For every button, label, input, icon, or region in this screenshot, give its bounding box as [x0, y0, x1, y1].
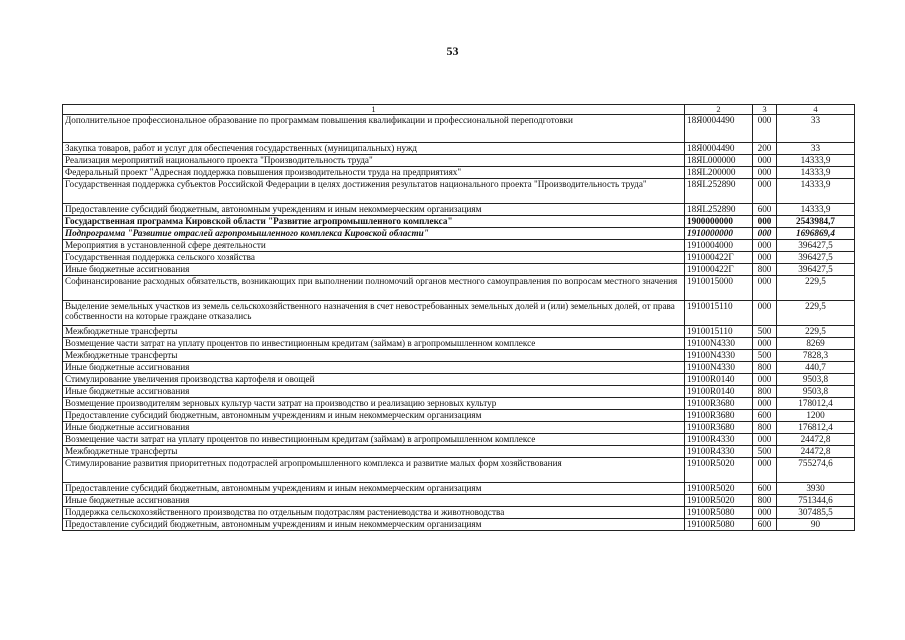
row-amount: 33 [777, 115, 855, 143]
row-code: 18ЯL200000 [685, 167, 753, 179]
row-code: 19100R3680 [685, 398, 753, 410]
row-expense-type: 500 [753, 326, 777, 338]
row-name: Мероприятия в установленной сфере деятельности [63, 240, 685, 252]
table-row [63, 362, 855, 374]
row-amount: 24472,8 [777, 434, 855, 446]
row-name: Межбюджетные трансферты [63, 326, 685, 338]
row-code: 19100R5080 [685, 519, 753, 531]
table-row [63, 519, 855, 531]
row-name: Подпрограмма "Развитие отраслей агропромышленного комплекса Кировской области" [63, 228, 685, 240]
table-row [63, 155, 855, 167]
row-code: 1900000000 [685, 216, 753, 228]
row-code: 19100R4330 [685, 446, 753, 458]
row-amount: 178012,4 [777, 398, 855, 410]
table-row [63, 143, 855, 155]
row-name: Предоставление субсидий бюджетным, автономным учреждениям и иным некоммерческим организациям [63, 483, 685, 495]
table-row [63, 434, 855, 446]
row-amount: 9503,8 [777, 374, 855, 386]
row-name: Иные бюджетные ассигнования [63, 422, 685, 434]
row-expense-type: 000 [753, 374, 777, 386]
row-name: Федеральный проект "Адресная поддержка повышения производительности труда на предприятиях" [63, 167, 685, 179]
row-code: 19100N4330 [685, 338, 753, 350]
row-expense-type: 200 [753, 143, 777, 155]
table-row [63, 507, 855, 519]
table-row [63, 216, 855, 228]
table-row [63, 301, 855, 326]
table-row [63, 410, 855, 422]
row-amount: 2543984,7 [777, 216, 855, 228]
row-code: 19100R3680 [685, 422, 753, 434]
row-code: 19100R5020 [685, 458, 753, 483]
row-expense-type: 600 [753, 204, 777, 216]
row-amount: 14333,9 [777, 179, 855, 204]
row-amount: 1696869,4 [777, 228, 855, 240]
row-expense-type: 000 [753, 507, 777, 519]
table-row [63, 115, 855, 143]
row-code: 19100R4330 [685, 434, 753, 446]
row-amount: 307485,5 [777, 507, 855, 519]
row-code: 18Я0004490 [685, 143, 753, 155]
row-code: 19100R5080 [685, 507, 753, 519]
row-expense-type: 000 [753, 240, 777, 252]
header-col-code: 2 [685, 105, 753, 115]
row-expense-type: 800 [753, 422, 777, 434]
table-row [63, 276, 855, 301]
table-row [63, 422, 855, 434]
row-amount: 176812,4 [777, 422, 855, 434]
row-amount: 14333,9 [777, 204, 855, 216]
row-expense-type: 000 [753, 115, 777, 143]
row-code: 19100R0140 [685, 386, 753, 398]
row-name: Закупка товаров, работ и услуг для обеспечения государственных (муниципальных) нужд [63, 143, 685, 155]
row-name: Иные бюджетные ассигнования [63, 495, 685, 507]
table-row [63, 350, 855, 362]
row-name: Софинансирование расходных обязательств, возникающих при выполнении полномочий органов местного самоуправления по вопросам местного значения [63, 276, 685, 301]
row-amount: 33 [777, 143, 855, 155]
table-row [63, 179, 855, 204]
row-name: Возмещение производителям зерновых культур части затрат на производство и реализацию зерновых культур [63, 398, 685, 410]
row-code: 19100R5020 [685, 483, 753, 495]
table-row [63, 338, 855, 350]
header-col-sum: 4 [777, 105, 855, 115]
row-amount: 396427,5 [777, 264, 855, 276]
row-amount: 90 [777, 519, 855, 531]
row-code: 1910000000 [685, 228, 753, 240]
row-code: 18ЯL252890 [685, 179, 753, 204]
row-code: 1910015110 [685, 326, 753, 338]
row-expense-type: 000 [753, 216, 777, 228]
row-expense-type: 000 [753, 252, 777, 264]
row-amount: 229,5 [777, 301, 855, 326]
row-name: Межбюджетные трансферты [63, 350, 685, 362]
row-name: Межбюджетные трансферты [63, 446, 685, 458]
row-name: Государственная программа Кировской области "Развитие агропромышленного комплекса" [63, 216, 685, 228]
row-name: Иные бюджетные ассигнования [63, 362, 685, 374]
table-row [63, 495, 855, 507]
row-expense-type: 800 [753, 362, 777, 374]
row-code: 1910015110 [685, 301, 753, 326]
row-code: 19100R5020 [685, 495, 753, 507]
row-code: 19100N4330 [685, 350, 753, 362]
row-name: Возмещение части затрат на уплату процентов по инвестиционным кредитам (займам) в агропромышленном комплексе [63, 434, 685, 446]
row-name: Государственная поддержка субъектов Российской Федерации в целях достижения результатов национального проекта "Производительность труда" [63, 179, 685, 204]
row-name: Иные бюджетные ассигнования [63, 386, 685, 398]
row-expense-type: 600 [753, 519, 777, 531]
row-expense-type: 600 [753, 483, 777, 495]
row-code: 19100N4330 [685, 362, 753, 374]
row-expense-type: 000 [753, 398, 777, 410]
table-header-row [63, 105, 855, 115]
row-name: Стимулирование увеличения производства картофеля и овощей [63, 374, 685, 386]
row-code: 191000422Г [685, 264, 753, 276]
row-amount: 751344,6 [777, 495, 855, 507]
row-expense-type: 000 [753, 167, 777, 179]
row-amount: 229,5 [777, 276, 855, 301]
row-expense-type: 800 [753, 264, 777, 276]
row-expense-type: 500 [753, 350, 777, 362]
row-amount: 3930 [777, 483, 855, 495]
table-row [63, 326, 855, 338]
row-expense-type: 600 [753, 410, 777, 422]
page-number: 53 [446, 44, 459, 58]
row-code: 191000422Г [685, 252, 753, 264]
row-code: 1910004000 [685, 240, 753, 252]
row-name: Иные бюджетные ассигнования [63, 264, 685, 276]
row-amount: 1200 [777, 410, 855, 422]
row-expense-type: 000 [753, 458, 777, 483]
row-code: 18ЯL000000 [685, 155, 753, 167]
row-expense-type: 000 [753, 179, 777, 204]
table-row [63, 458, 855, 483]
row-amount: 14333,9 [777, 155, 855, 167]
row-expense-type: 000 [753, 276, 777, 301]
row-amount: 396427,5 [777, 240, 855, 252]
row-name: Предоставление субсидий бюджетным, автономным учреждениям и иным некоммерческим организациям [63, 519, 685, 531]
row-expense-type: 000 [753, 338, 777, 350]
row-amount: 7828,3 [777, 350, 855, 362]
row-code: 19100R3680 [685, 410, 753, 422]
table-row [63, 240, 855, 252]
row-amount: 396427,5 [777, 252, 855, 264]
budget-table-body [63, 105, 855, 531]
table-row [63, 167, 855, 179]
row-name: Предоставление субсидий бюджетным, автономным учреждениям и иным некоммерческим организациям [63, 410, 685, 422]
row-code: 19100R0140 [685, 374, 753, 386]
row-amount: 24472,8 [777, 446, 855, 458]
table-row [63, 252, 855, 264]
row-amount: 8269 [777, 338, 855, 350]
header-col-name: 1 [63, 105, 685, 115]
row-code: 18ЯL252890 [685, 204, 753, 216]
row-name: Предоставление субсидий бюджетным, автономным учреждениям и иным некоммерческим организациям [63, 204, 685, 216]
row-amount: 229,5 [777, 326, 855, 338]
row-name: Возмещение части затрат на уплату процентов по инвестиционным кредитам (займам) в агропромышленном комплексе [63, 338, 685, 350]
row-amount: 9503,8 [777, 386, 855, 398]
row-expense-type: 800 [753, 495, 777, 507]
table-row [63, 264, 855, 276]
row-expense-type: 000 [753, 301, 777, 326]
row-code: 18Я0004490 [685, 115, 753, 143]
table-row [63, 386, 855, 398]
row-expense-type: 800 [753, 386, 777, 398]
row-name: Реализация мероприятий национального проекта "Производительность труда" [63, 155, 685, 167]
row-name: Выделение земельных участков из земель сельскохозяйственного назначения в счет невостребованных земельных долей и (или) земельных долей, от права собственности на которые граждане отказались [63, 301, 685, 326]
table-row [63, 374, 855, 386]
row-amount: 440,7 [777, 362, 855, 374]
table-row [63, 398, 855, 410]
row-name: Дополнительное профессиональное образование по программам повышения квалификации и профессиональной переподготовки [63, 115, 685, 143]
row-amount: 14333,9 [777, 167, 855, 179]
row-name: Стимулирование развития приоритетных подотраслей агропромышленного комплекса и развитие малых форм хозяйствования [63, 458, 685, 483]
header-col-type: 3 [753, 105, 777, 115]
row-name: Государственная поддержка сельского хозяйства [63, 252, 685, 264]
table-row [63, 228, 855, 240]
row-amount: 755274,6 [777, 458, 855, 483]
table-row [63, 483, 855, 495]
budget-table [62, 104, 855, 531]
row-expense-type: 500 [753, 446, 777, 458]
table-row [63, 204, 855, 216]
row-code: 1910015000 [685, 276, 753, 301]
row-expense-type: 000 [753, 434, 777, 446]
row-name: Поддержка сельскохозяйственного производства по отдельным подотраслям растениеводства и животноводства [63, 507, 685, 519]
row-expense-type: 000 [753, 155, 777, 167]
row-expense-type: 000 [753, 228, 777, 240]
table-row [63, 446, 855, 458]
